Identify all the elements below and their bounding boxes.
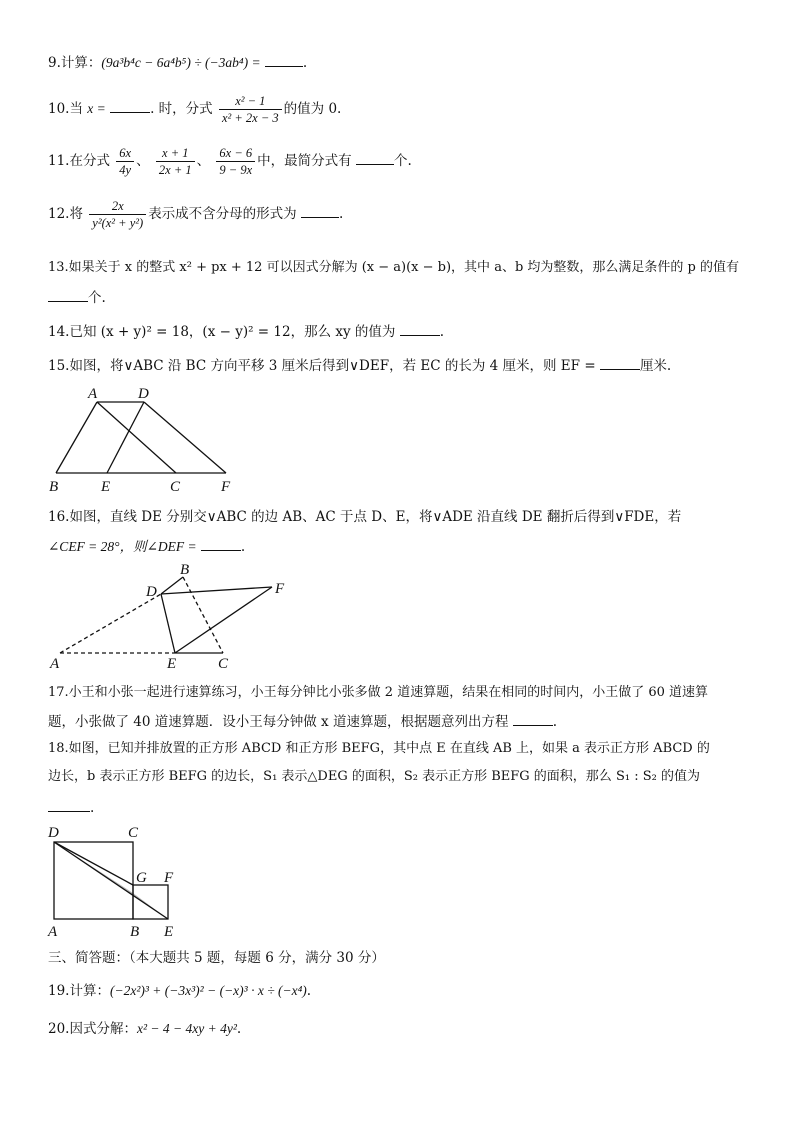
question-18-line-1: 18.如图，已知并排放置的正方形 ABCD 和正方形 BEFG，其中点 E 在直线 AB 上，如果 a 表示正方形 ABCD 的	[48, 741, 710, 756]
label-d: D	[138, 386, 149, 402]
answer-blank[interactable]	[600, 355, 640, 370]
fraction-denominator: 9 − 9x	[216, 161, 255, 178]
question-10	[48, 93, 341, 126]
label-a: A	[88, 386, 98, 402]
fraction-numerator: x² − 1	[235, 94, 266, 108]
label-e: E	[167, 656, 177, 672]
answer-blank[interactable]	[265, 52, 303, 67]
question-text: 个.	[88, 290, 106, 306]
period: .	[240, 539, 246, 555]
segment-de	[161, 594, 175, 653]
question-text: 计算：	[60, 55, 102, 71]
math-expression: (−2x²)³ + (−3x³)² − (−x)³ · x ÷ (−x⁴)	[109, 983, 307, 998]
question-number: 20.	[48, 1021, 70, 1037]
question-text: 已知 (x + y)² = 18，(x − y)² = 12，那么 xy 的值为	[69, 324, 396, 340]
segment-ac	[97, 402, 176, 473]
question-text: 在分式	[69, 153, 110, 169]
segment-dg	[54, 842, 133, 885]
period: .	[236, 1021, 242, 1037]
question-text: 的值为 0.	[283, 101, 342, 117]
fraction-numerator: 2x	[111, 199, 124, 213]
question-text: 厘米.	[639, 358, 672, 374]
period: .	[306, 983, 312, 999]
question-14	[48, 321, 444, 342]
question-17-line-1: 17.小王和小张一起进行速算练习，小王每分钟比小张多做 2 道速算题，结果在相同的时间内，小王做了 60 道速算	[48, 685, 709, 700]
question-16-line-2	[48, 536, 245, 557]
answer-blank[interactable]	[400, 321, 440, 336]
segment-db	[161, 577, 183, 594]
question-text: 当	[69, 101, 83, 117]
answer-blank[interactable]	[201, 536, 241, 551]
label-d: D	[146, 584, 157, 600]
label-e: E	[101, 479, 111, 495]
question-17-line-2	[48, 711, 557, 732]
question-15	[48, 355, 671, 376]
math-expression: (9a³b⁴c − 6a⁴b⁵) ÷ (−3ab⁴) =	[101, 55, 261, 70]
question-9	[48, 52, 307, 73]
square-befg	[133, 885, 168, 919]
fraction-denominator: x² + 2x − 3	[219, 109, 282, 126]
question-text: 15.如图，将∨ABC 沿 BC 方向平移 3 厘米后得到∨DEF，若 EC 的长为 4 厘米，则 EF =	[48, 358, 596, 374]
question-number: 14.	[48, 324, 70, 340]
question-19	[48, 981, 311, 1001]
label-c: C	[218, 656, 229, 672]
question-18-line-2: 边长，b 表示正方形 BEFG 的边长，S₁ 表示△DEG 的面积，S₂ 表示正方形 BEFG 的面积，那么 S₁ : S₂ 的值为	[48, 769, 700, 784]
period: .	[439, 324, 444, 340]
question-text: . 时，分式	[150, 101, 213, 117]
question-18-line-3	[48, 797, 94, 818]
fraction	[156, 145, 195, 178]
label-e: E	[164, 924, 174, 940]
label-b: B	[49, 479, 59, 495]
answer-blank[interactable]	[48, 797, 90, 812]
fraction-denominator: y²(x² + y²)	[89, 214, 146, 231]
question-number: 11.	[48, 153, 70, 169]
question-text: 中，最简分式有	[257, 153, 352, 169]
label-d: D	[48, 825, 59, 841]
question-13-line-2	[48, 287, 106, 308]
label-a: A	[48, 924, 58, 940]
answer-blank[interactable]	[301, 203, 339, 218]
section-3-heading: 三、简答题：（本大题共 5 题，每题 6 分，满分 30 分）	[48, 950, 385, 966]
label-g: G	[136, 870, 147, 886]
figure-16-fold-diagram	[40, 560, 300, 675]
question-number: 9.	[48, 55, 61, 71]
fraction-denominator: 4y	[116, 161, 134, 178]
question-number: 19.	[48, 983, 70, 999]
question-11	[48, 145, 412, 178]
fraction	[116, 145, 134, 178]
segment-bc-dashed	[183, 577, 223, 653]
question-text: 题，小张做了 40 道速算题．设小王每分钟做 x 道速算题，根据题意列出方程	[48, 714, 509, 730]
label-c: C	[170, 479, 181, 495]
label-f: F	[164, 870, 174, 886]
segment-df	[161, 587, 272, 594]
question-text: 表示成不含分母的形式为	[148, 206, 297, 222]
question-text: 计算：	[69, 983, 110, 999]
figure-18-squares-diagram	[40, 822, 190, 942]
separator: 、	[196, 153, 211, 169]
segment-df	[144, 402, 226, 473]
segment-ab	[56, 402, 97, 473]
period: .	[90, 800, 95, 816]
square-abcd	[54, 842, 133, 919]
question-13-line-1: 13.如果关于 x 的整式 x² + px + 12 可以因式分解为 (x − a)(x − b)，其中 a、b 均为整数，那么满足条件的 p 的值有	[48, 260, 739, 275]
label-c: C	[128, 825, 139, 841]
question-20	[48, 1019, 241, 1039]
answer-blank[interactable]	[356, 150, 394, 165]
answer-blank[interactable]	[48, 287, 88, 302]
math-variable: x =	[87, 101, 106, 116]
period: .	[302, 55, 308, 71]
label-b: B	[180, 562, 190, 578]
label-f: F	[221, 479, 231, 495]
math-expression: x² − 4 − 4xy + 4y²	[136, 1021, 237, 1036]
period: .	[552, 714, 558, 730]
figure-15-translation-diagram	[40, 380, 260, 498]
question-text: 个.	[393, 153, 412, 169]
segment-de	[107, 402, 144, 473]
fraction-denominator: 2x + 1	[156, 161, 195, 178]
answer-blank[interactable]	[513, 711, 553, 726]
separator: 、	[136, 153, 150, 169]
question-12	[48, 198, 343, 231]
question-text: ∠CEF = 28°，则∠DEF =	[48, 539, 197, 554]
question-16-line-1: 16.如图，直线 DE 分别交∨ABC 的边 AB、AC 于点 D、E，将∨ADE 沿直线 DE 翻折后得到∨FDE，若	[48, 509, 682, 525]
segment-de	[54, 842, 168, 919]
label-a: A	[50, 656, 60, 672]
question-number: 12.	[48, 206, 70, 222]
fraction-numerator: 6x	[119, 146, 132, 160]
question-text: 将	[69, 206, 83, 222]
fraction	[89, 198, 146, 231]
period: .	[338, 206, 344, 222]
answer-blank[interactable]	[110, 98, 150, 113]
label-b: B	[130, 924, 140, 940]
label-f: F	[275, 581, 285, 597]
fraction	[216, 145, 255, 178]
segment-ad-dashed	[60, 594, 161, 653]
fraction	[219, 93, 282, 126]
fraction-numerator: 6x − 6	[219, 146, 253, 160]
fraction-numerator: x + 1	[162, 146, 189, 160]
segment-ef	[175, 587, 272, 653]
question-number: 10.	[48, 101, 70, 117]
question-text: 因式分解：	[69, 1021, 137, 1037]
